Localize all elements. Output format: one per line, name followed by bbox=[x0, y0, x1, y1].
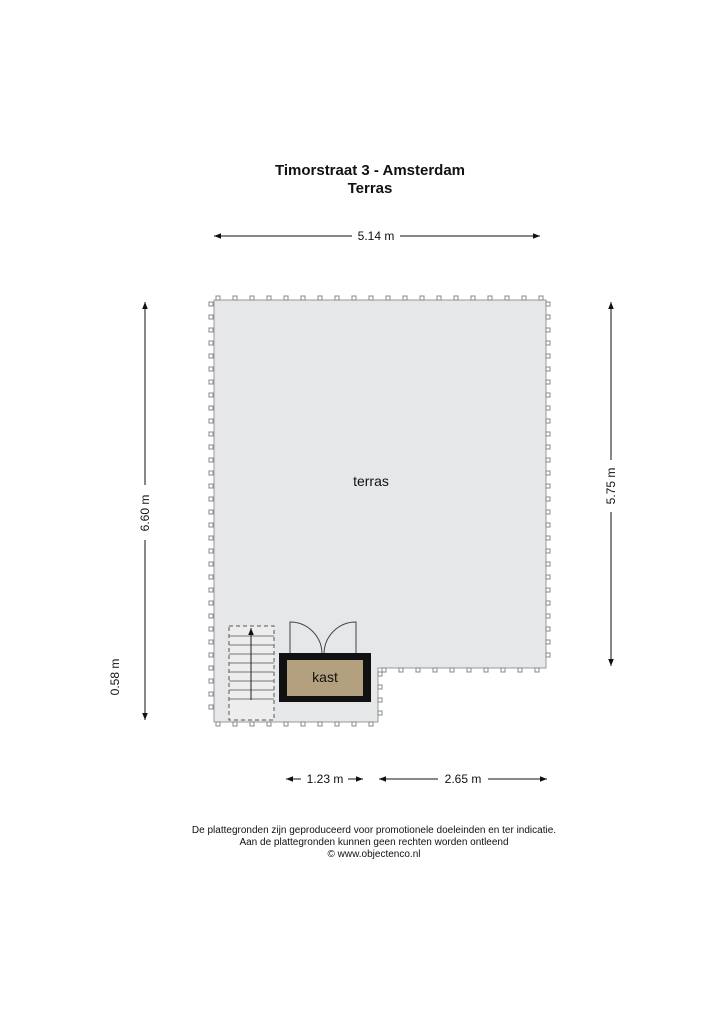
railing-post bbox=[546, 315, 550, 319]
dimension-top-label: 5.14 m bbox=[357, 229, 395, 243]
railing-post bbox=[209, 458, 213, 462]
railing-post bbox=[209, 328, 213, 332]
dimension-left-lower-label: 0.58 m bbox=[108, 658, 122, 696]
railing-post bbox=[209, 679, 213, 683]
dimension-bottom-right-label: 2.65 m bbox=[444, 772, 482, 786]
railing-post bbox=[209, 315, 213, 319]
railing-post bbox=[209, 341, 213, 345]
railing-post bbox=[250, 722, 254, 726]
railing-post bbox=[546, 562, 550, 566]
railing-post bbox=[301, 722, 305, 726]
railing-post bbox=[386, 296, 390, 300]
railing-post bbox=[546, 393, 550, 397]
disclaimer-line-1: De plattegronden zijn geproduceerd voor promotionele doeleinden en ter indicatie. bbox=[191, 825, 557, 836]
railing-post bbox=[209, 302, 213, 306]
railing-post bbox=[546, 640, 550, 644]
railing-post bbox=[209, 497, 213, 501]
railing-post bbox=[301, 296, 305, 300]
dimension-bottom-left bbox=[286, 772, 363, 786]
dimension-bottom-right bbox=[379, 772, 547, 786]
railing-post bbox=[546, 549, 550, 553]
railing-post bbox=[209, 549, 213, 553]
railing-post bbox=[546, 341, 550, 345]
railing-post bbox=[352, 296, 356, 300]
railing-post bbox=[209, 653, 213, 657]
railing-post bbox=[546, 536, 550, 540]
railing-post bbox=[209, 354, 213, 358]
railing-post bbox=[399, 668, 403, 672]
railing-post bbox=[546, 510, 550, 514]
plan-title: Timorstraat 3 - Amsterdam bbox=[274, 162, 466, 179]
railing-post bbox=[209, 627, 213, 631]
railing-post bbox=[209, 601, 213, 605]
railing-post bbox=[209, 536, 213, 540]
railing-post bbox=[454, 296, 458, 300]
railing-post bbox=[546, 575, 550, 579]
railing-post bbox=[546, 302, 550, 306]
railing-post bbox=[352, 722, 356, 726]
railing-post bbox=[369, 296, 373, 300]
railing-post bbox=[209, 380, 213, 384]
railing-post bbox=[501, 668, 505, 672]
railing-post bbox=[403, 296, 407, 300]
railing-post bbox=[216, 296, 220, 300]
railing-post bbox=[378, 672, 382, 676]
railing-post bbox=[209, 666, 213, 670]
railing-post bbox=[318, 722, 322, 726]
railing-post bbox=[505, 296, 509, 300]
railing-post bbox=[209, 692, 213, 696]
plan-subtitle: Terras bbox=[347, 180, 393, 197]
railing-post bbox=[546, 588, 550, 592]
railing-post bbox=[522, 296, 526, 300]
railing-post bbox=[209, 640, 213, 644]
railing-post bbox=[209, 406, 213, 410]
dimension-left-label: 6.60 m bbox=[138, 494, 152, 532]
railing-post bbox=[369, 722, 373, 726]
railing-post bbox=[467, 668, 471, 672]
railing-post bbox=[209, 510, 213, 514]
railing-post bbox=[284, 296, 288, 300]
railing-post bbox=[546, 484, 550, 488]
railing-post bbox=[233, 722, 237, 726]
dimension-right-label: 5.75 m bbox=[604, 467, 618, 505]
railing-post bbox=[546, 406, 550, 410]
railing-post bbox=[267, 722, 271, 726]
railing-post bbox=[484, 668, 488, 672]
railing-post bbox=[209, 445, 213, 449]
railing-post bbox=[382, 668, 386, 672]
railing-post bbox=[488, 296, 492, 300]
railing-post bbox=[335, 722, 339, 726]
railing-post bbox=[546, 445, 550, 449]
railing-post bbox=[209, 588, 213, 592]
railing-post bbox=[450, 668, 454, 672]
disclaimer-line-2: Aan de plattegronden kunnen geen rechten worden ontleend bbox=[239, 837, 509, 848]
staircase bbox=[229, 626, 274, 720]
railing-post bbox=[216, 722, 220, 726]
railing-post bbox=[209, 432, 213, 436]
railing-post bbox=[546, 380, 550, 384]
dimension-right bbox=[604, 302, 618, 666]
railing-post bbox=[209, 484, 213, 488]
railing-post bbox=[209, 393, 213, 397]
railing-post bbox=[209, 523, 213, 527]
railing-post bbox=[546, 471, 550, 475]
railing-post bbox=[546, 523, 550, 527]
terras-label: terras bbox=[353, 473, 389, 489]
railing-post bbox=[546, 354, 550, 358]
railing-post bbox=[284, 722, 288, 726]
dimension-bottom-left-label: 1.23 m bbox=[306, 772, 344, 786]
railing-post bbox=[420, 296, 424, 300]
railing-post bbox=[546, 497, 550, 501]
railing-post bbox=[378, 698, 382, 702]
railing-post bbox=[546, 601, 550, 605]
railing-post bbox=[378, 711, 382, 715]
railing-post bbox=[546, 614, 550, 618]
railing-post bbox=[209, 705, 213, 709]
railing-post bbox=[416, 668, 420, 672]
railing-post bbox=[318, 296, 322, 300]
railing-post bbox=[535, 668, 539, 672]
railing-post bbox=[437, 296, 441, 300]
railing-post bbox=[209, 614, 213, 618]
dimension-left bbox=[138, 302, 152, 720]
dimension-top bbox=[214, 229, 540, 243]
railing-post bbox=[546, 419, 550, 423]
railing-post bbox=[546, 432, 550, 436]
railing-post bbox=[209, 575, 213, 579]
railing-post bbox=[209, 367, 213, 371]
railing-post bbox=[518, 668, 522, 672]
railing-post bbox=[209, 419, 213, 423]
railing-post bbox=[250, 296, 254, 300]
railing-post bbox=[209, 562, 213, 566]
railing-post bbox=[546, 367, 550, 371]
railing-post bbox=[233, 296, 237, 300]
railing-post bbox=[546, 653, 550, 657]
railing-post bbox=[267, 296, 271, 300]
railing-post bbox=[433, 668, 437, 672]
railing-post bbox=[546, 458, 550, 462]
railing-post bbox=[335, 296, 339, 300]
kast-label: kast bbox=[312, 669, 338, 685]
copyright-line: © www.objectenco.nl bbox=[327, 849, 421, 860]
railing-post bbox=[378, 685, 382, 689]
railing-post bbox=[546, 328, 550, 332]
railing-post bbox=[546, 627, 550, 631]
railing-post bbox=[539, 296, 543, 300]
railing-post bbox=[209, 471, 213, 475]
railing-post bbox=[471, 296, 475, 300]
